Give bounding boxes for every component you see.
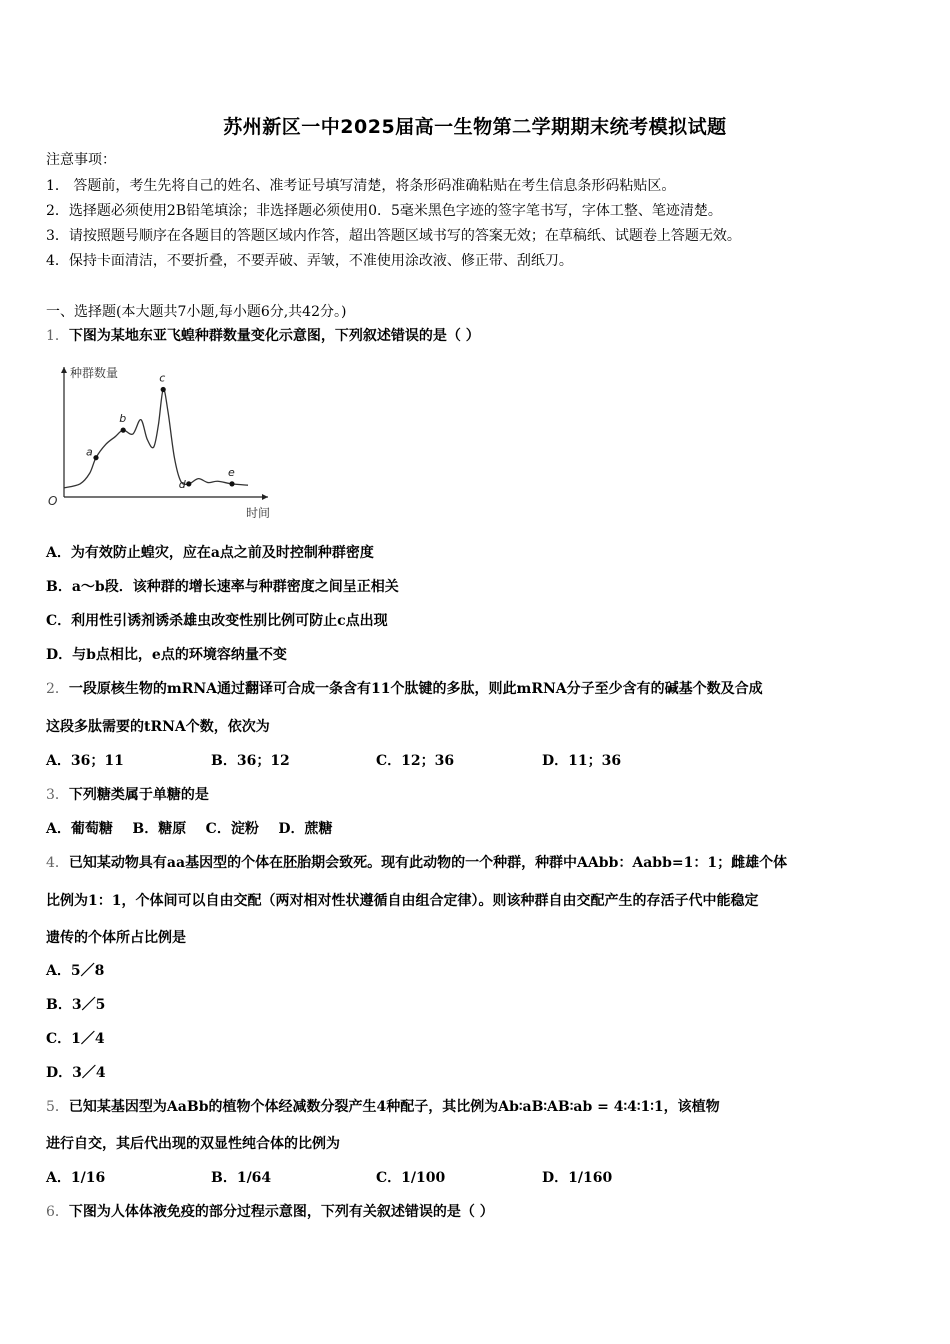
point-b bbox=[121, 428, 126, 433]
q2-option-c: C．12；36 bbox=[376, 753, 455, 769]
question-number: 6． bbox=[46, 1204, 69, 1220]
notes-heading: 注意事项： bbox=[46, 152, 116, 168]
q1-option-b: B．a～b段．该种群的增长速率与种群密度之间呈正相关 bbox=[46, 579, 399, 595]
point-label-a: a bbox=[86, 445, 93, 459]
question-4-line3: 遗传的个体所占比例是 bbox=[46, 930, 186, 946]
population-curve bbox=[64, 389, 248, 488]
question-1 bbox=[46, 326, 480, 346]
point-c bbox=[161, 387, 166, 392]
question-4-line2: 比例为1：1，个体间可以自由交配（两对相对性状遵循自由组合定律）。则该种群自由交配产生的存活子代中能稳定 bbox=[46, 893, 759, 909]
origin-label: O bbox=[48, 494, 58, 508]
note-item-3: 3．请按照题号顺序在各题目的答题区域内作答，超出答题区域书写的答案无效；在草稿纸、试题卷上答题无效。 bbox=[46, 228, 741, 244]
q4-option-c: C．1／4 bbox=[46, 1031, 105, 1047]
point-label-e: e bbox=[228, 465, 235, 479]
population-chart bbox=[44, 367, 274, 527]
q3-options: A．葡萄糖 B．糖原 C．淀粉 D．蔗糖 bbox=[46, 821, 333, 837]
note-item-1: 1． 答题前，考生先将自己的姓名、准考证号填写清楚，将条形码准确粘贴在考生信息条形码粘贴区。 bbox=[46, 178, 676, 194]
question-stem: 下列糖类属于单糖的是 bbox=[68, 787, 209, 803]
point-a bbox=[93, 455, 98, 460]
question-stem-line1: 已知某动物具有aa基因型的个体在胚胎期会致死。现有此动物的一个种群，种群中AAbb：Aabb=1：1；雌雄个体 bbox=[68, 855, 788, 871]
q5-option-a: A．1/16 bbox=[46, 1170, 106, 1186]
q4-option-d: D．3／4 bbox=[46, 1065, 106, 1081]
question-2-line2: 这段多肽需要的tRNA个数，依次为 bbox=[46, 719, 270, 735]
q5-option-d: D．1/160 bbox=[542, 1170, 613, 1186]
question-number: 4． bbox=[46, 855, 69, 871]
q2-option-a: A．36；11 bbox=[46, 753, 124, 769]
section-heading: 一、选择题(本大题共7小题,每小题6分,共42分。) bbox=[46, 304, 347, 320]
q5-option-b: B．1/64 bbox=[211, 1170, 272, 1186]
q5-options bbox=[46, 1168, 906, 1188]
point-label-b: b bbox=[119, 412, 127, 426]
question-stem-line1: 一段原核生物的mRNA通过翻译可合成一条含有11个肽键的多肽，则此mRNA分子至少含有的碱基个数及合成 bbox=[68, 681, 763, 697]
point-e bbox=[229, 481, 234, 486]
question-number: 3． bbox=[46, 787, 69, 803]
q1-option-d: D．与b点相比，e点的环境容纳量不变 bbox=[46, 647, 287, 663]
question-number: 1． bbox=[46, 328, 69, 344]
question-2 bbox=[46, 679, 763, 699]
y-axis-arrow bbox=[61, 367, 67, 373]
q4-option-a: A．5／8 bbox=[46, 963, 105, 979]
question-number: 2． bbox=[46, 681, 69, 697]
q2-option-b: B．36；12 bbox=[211, 753, 290, 769]
question-number: 5． bbox=[46, 1099, 69, 1115]
question-stem: 下图为人体体液免疫的部分过程示意图，下列有关叙述错误的是（ ） bbox=[68, 1204, 494, 1220]
question-4 bbox=[46, 853, 787, 873]
y-axis-label: 种群数量 bbox=[70, 367, 119, 380]
q2-option-d: D．11；36 bbox=[542, 753, 622, 769]
q2-options bbox=[46, 751, 906, 771]
note-item-4: 4．保持卡面清洁，不要折叠，不要弄破、弄皱，不准使用涂改液、修正带、刮纸刀。 bbox=[46, 253, 573, 269]
q5-option-c: C．1/100 bbox=[376, 1170, 446, 1186]
x-axis-label: 时间 bbox=[246, 506, 271, 520]
question-6 bbox=[46, 1202, 494, 1222]
page-title: 苏州新区一中2025届高一生物第二学期期末统考模拟试题 bbox=[223, 116, 727, 138]
question-5-line2: 进行自交，其后代出现的双显性纯合体的比例为 bbox=[46, 1136, 340, 1152]
point-label-d: d bbox=[178, 477, 186, 491]
question-stem-line1: 已知某基因型为AaBb的植物个体经减数分裂产生4种配子，其比例为Ab∶aB∶AB∶ab = 4∶4∶1∶1，该植物 bbox=[68, 1099, 720, 1115]
question-stem: 下图为某地东亚飞蝗种群数量变化示意图，下列叙述错误的是（ ） bbox=[68, 328, 480, 344]
point-label-c: c bbox=[159, 371, 166, 385]
note-item-2: 2．选择题必须使用2B铅笔填涂；非选择题必须使用0．5毫米黑色字迹的签字笔书写，字体工整、笔迹清楚。 bbox=[46, 203, 722, 219]
q4-option-b: B．3／5 bbox=[46, 997, 106, 1013]
q1-option-a: A．为有效防止蝗灾，应在a点之前及时控制种群密度 bbox=[46, 545, 374, 561]
point-d bbox=[186, 481, 191, 486]
q1-option-c: C．利用性引诱剂诱杀雄虫改变性别比例可防止c点出现 bbox=[46, 613, 388, 629]
question-5 bbox=[46, 1097, 720, 1117]
question-3 bbox=[46, 785, 209, 805]
x-axis-arrow bbox=[262, 494, 268, 500]
